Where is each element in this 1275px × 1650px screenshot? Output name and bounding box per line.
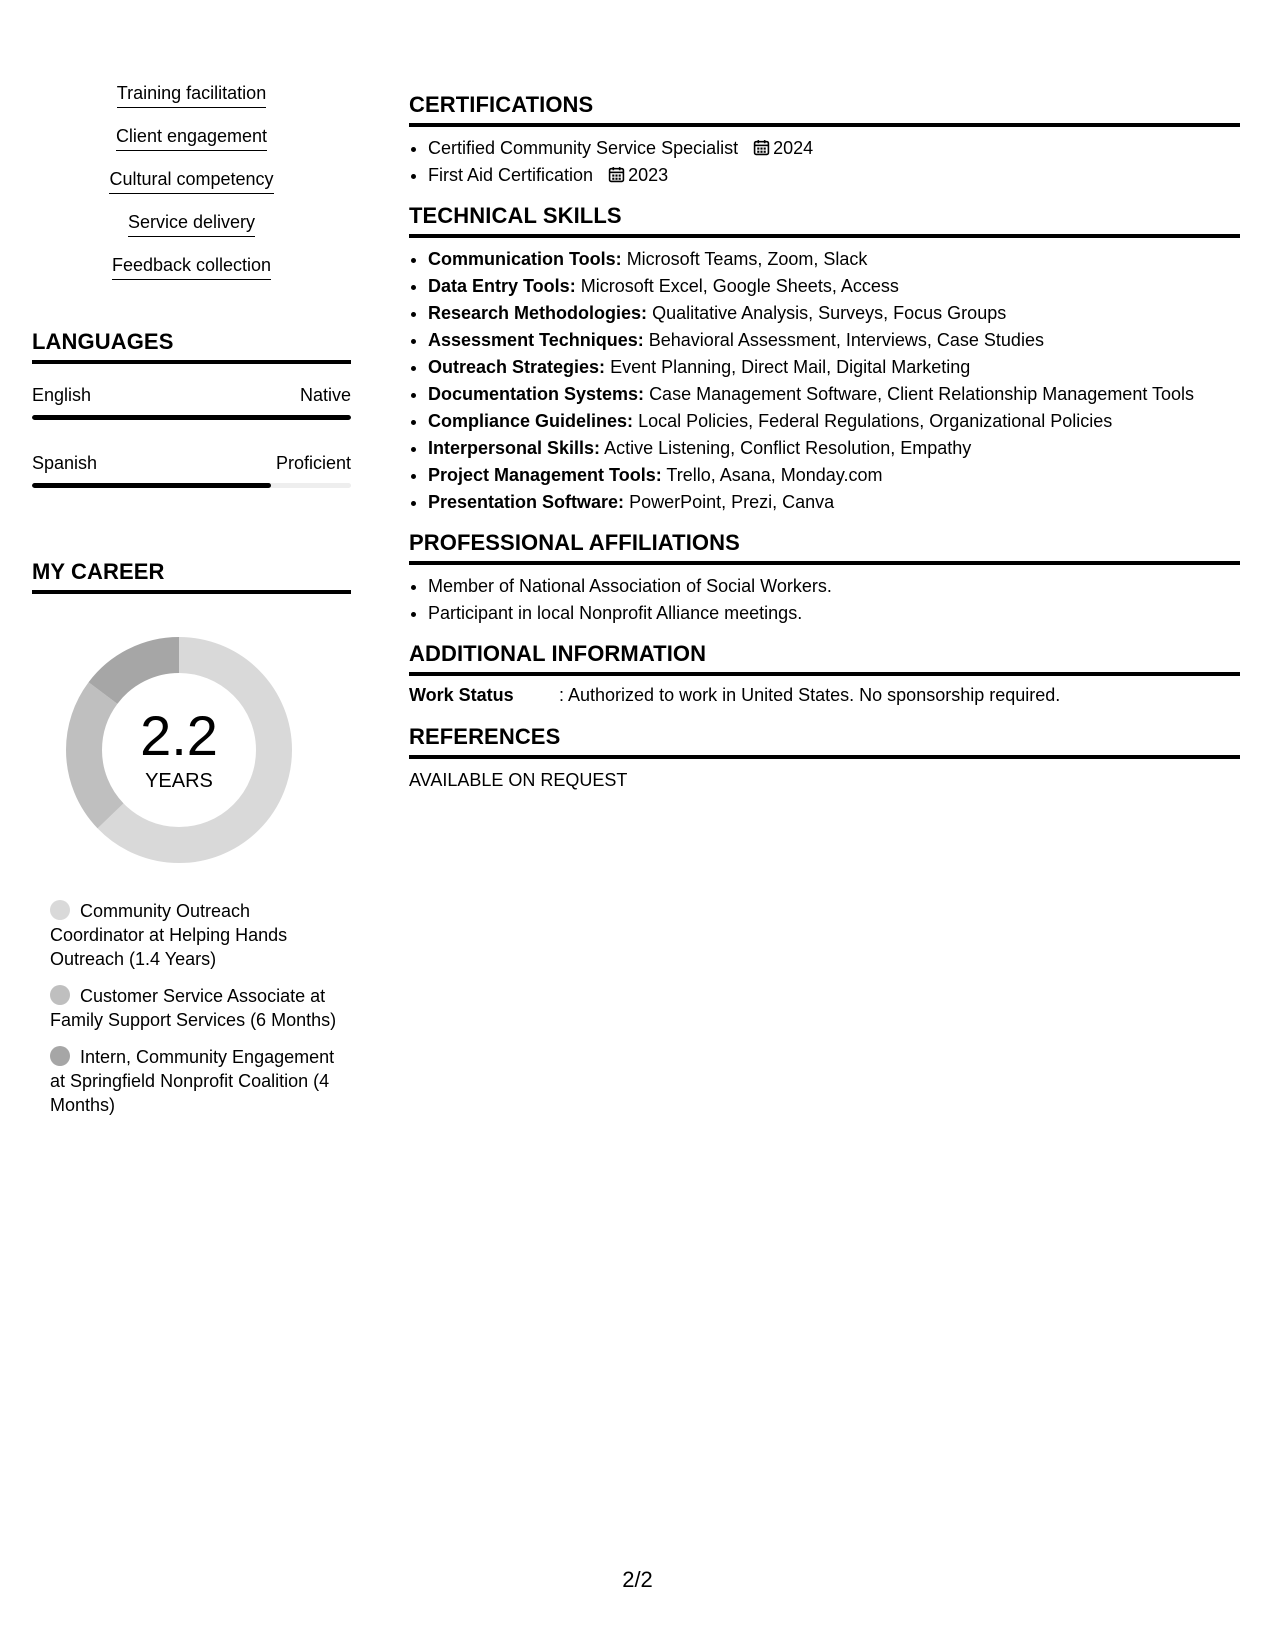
language-level: Native <box>299 385 351 405</box>
technical-skill-item <box>428 300 1240 327</box>
technical-skill-item <box>428 273 1240 300</box>
language-row <box>32 452 351 474</box>
work-status-label: Work Status <box>409 685 514 705</box>
technical-skill-item <box>428 354 1240 381</box>
legend-text: Community Outreach Coordinator at Helping Hands Outreach (1.4 Years) <box>50 901 288 969</box>
language-row <box>32 384 351 406</box>
work-status-row <box>409 684 1240 706</box>
skill-values: Qualitative Analysis, Surveys, Focus Groups <box>652 303 1007 323</box>
skill-category: Assessment Techniques: <box>428 330 644 350</box>
skill-category: Interpersonal Skills: <box>428 438 601 458</box>
technical-skills-list <box>409 246 1240 516</box>
language-name: Spanish <box>32 453 98 473</box>
certification-name: First Aid Certification <box>428 165 594 185</box>
language-spanish <box>32 452 351 488</box>
language-level: Proficient <box>275 453 351 473</box>
skill-category: Presentation Software: <box>428 492 625 512</box>
career-unit: YEARS <box>145 770 213 792</box>
skill-item: Client engagement <box>116 125 267 151</box>
certification-item <box>428 135 1240 162</box>
skill-category: Outreach Strategies: <box>428 357 606 377</box>
technical-skill-item <box>428 381 1240 408</box>
certification-name: Certified Community Service Specialist <box>428 138 739 158</box>
skill-category: Compliance Guidelines: <box>428 411 634 431</box>
calendar-icon <box>608 166 625 183</box>
skill-values: Microsoft Teams, Zoom, Slack <box>626 249 868 269</box>
certification-year: 2023 <box>628 165 669 185</box>
certifications-list <box>409 135 1240 189</box>
certification-date <box>608 165 668 185</box>
legend-dot <box>50 985 70 1005</box>
certification-year: 2024 <box>773 138 814 158</box>
career-legend <box>50 899 340 1117</box>
technical-skill-item <box>428 327 1240 354</box>
skill-item: Training facilitation <box>117 82 266 108</box>
skill-values: PowerPoint, Prezi, Canva <box>629 492 835 512</box>
right-column <box>409 92 1240 791</box>
affiliations-list <box>409 573 1240 627</box>
career-center <box>66 637 292 863</box>
skill-category: Documentation Systems: <box>428 384 645 404</box>
career-total: 2.2 <box>140 704 218 767</box>
skill-values: Event Planning, Direct Mail, Digital Marketing <box>610 357 971 377</box>
language-name: English <box>32 385 92 405</box>
language-english <box>32 384 351 420</box>
skill-values: Case Management Software, Client Relationship Management Tools <box>649 384 1195 404</box>
legend-text: Intern, Community Engagement at Springfield Nonprofit Coalition (4 Months) <box>50 1047 335 1115</box>
technical-skill-item <box>428 408 1240 435</box>
language-bar-fill <box>32 483 271 488</box>
career-donut-chart <box>66 637 292 863</box>
calendar-icon <box>753 139 770 156</box>
technical-skill-item <box>428 489 1240 516</box>
technical-skill-item <box>428 246 1240 273</box>
languages-section <box>32 329 351 488</box>
skills-list <box>32 82 351 297</box>
page-number: 2/2 <box>622 1567 653 1592</box>
legend-text: Customer Service Associate at Family Support Services (6 Months) <box>50 986 337 1030</box>
skill-category: Project Management Tools: <box>428 465 662 485</box>
skill-item: Feedback collection <box>112 254 271 280</box>
certification-date <box>753 138 813 158</box>
technical-skill-item <box>428 462 1240 489</box>
skill-item: Service delivery <box>128 211 255 237</box>
affiliation-item: • Member of National Association of Social Workers. <box>428 573 1240 600</box>
certification-item <box>428 162 1240 189</box>
language-bar <box>32 483 351 488</box>
left-column <box>32 82 351 1130</box>
skill-category: Data Entry Tools: <box>428 276 576 296</box>
technical-skill-item <box>428 435 1240 462</box>
career-heading: MY CAREER <box>32 559 351 594</box>
legend-item <box>50 984 340 1032</box>
affiliations-heading: PROFESSIONAL AFFILIATIONS <box>409 530 1240 565</box>
skill-values: Microsoft Excel, Google Sheets, Access <box>580 276 899 296</box>
legend-dot <box>50 1046 70 1066</box>
additional-info-heading: ADDITIONAL INFORMATION <box>409 641 1240 676</box>
skill-values: Trello, Asana, Monday.com <box>666 465 883 485</box>
references-heading: REFERENCES <box>409 724 1240 759</box>
work-status-value: : Authorized to work in United States. No sponsorship required. <box>559 685 1061 705</box>
languages-heading: LANGUAGES <box>32 329 351 364</box>
certifications-heading: CERTIFICATIONS <box>409 92 1240 127</box>
career-section <box>32 559 351 1117</box>
language-bar-fill <box>32 415 351 420</box>
technical-skills-heading: TECHNICAL SKILLS <box>409 203 1240 238</box>
references-text: AVAILABLE ON REQUEST <box>409 770 628 790</box>
skill-values: Local Policies, Federal Regulations, Organizational Policies <box>638 411 1113 431</box>
skill-category: Communication Tools: <box>428 249 622 269</box>
legend-dot <box>50 900 70 920</box>
skill-category: Research Methodologies: <box>428 303 648 323</box>
skill-values: Behavioral Assessment, Interviews, Case Studies <box>648 330 1044 350</box>
skill-values: Active Listening, Conflict Resolution, Empathy <box>604 438 972 458</box>
legend-item <box>50 899 340 971</box>
legend-item <box>50 1045 340 1117</box>
skill-item: Cultural competency <box>109 168 273 194</box>
language-bar <box>32 415 351 420</box>
affiliation-item: • Participant in local Nonprofit Alliance meetings. <box>428 600 1240 627</box>
